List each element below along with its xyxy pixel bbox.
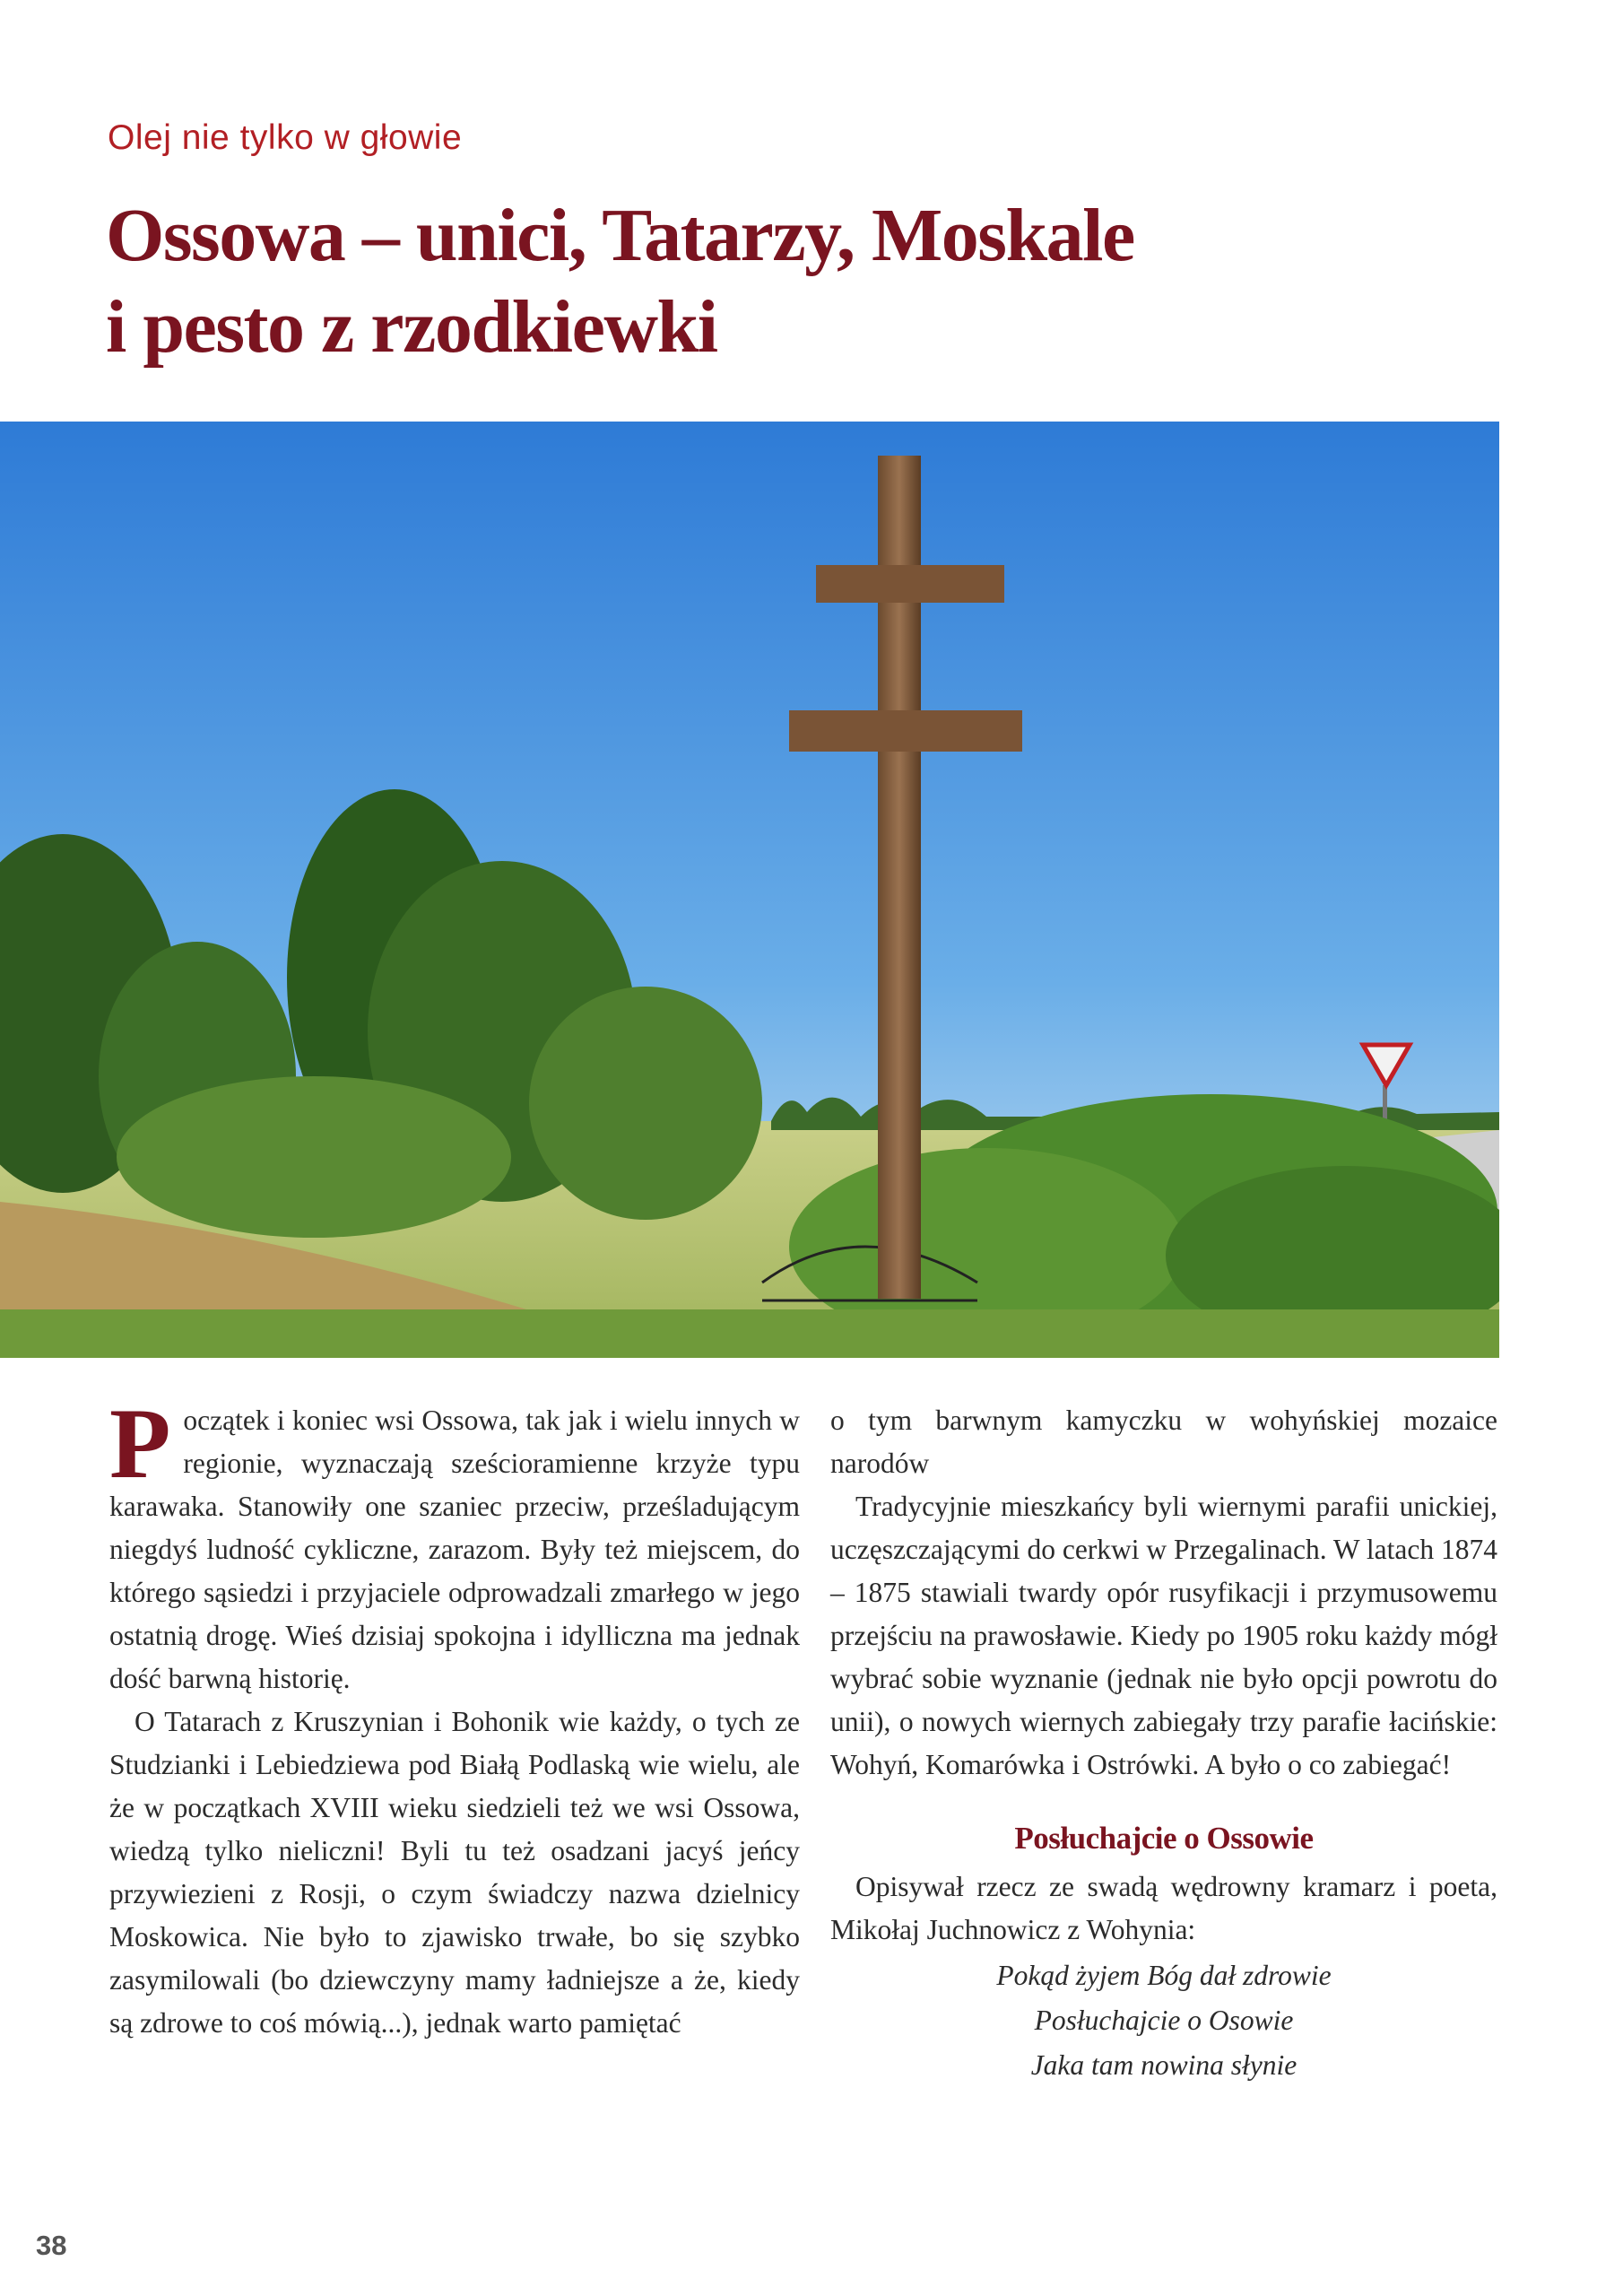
poem-line: Jaka tam nowina słynie bbox=[1030, 2049, 1298, 2081]
paragraph bbox=[109, 1388, 800, 1700]
paragraph-text: oczątek i koniec wsi Ossowa, tak jak i wielu innych w regionie, wyznaczają sześcioramienne krzyże typu karawaka. Stanowiły one szaniec przeciw, prześladującym niegdyś ludność cykliczne, zarazom. Były też miejscem, do którego sąsiedzi i przyjaciele odprowadzali zmarłego w jego ostatnią drogę. Wieś dzisiaj spokojna i idylliczna ma jednak dość barwną historię. bbox=[109, 1405, 800, 1694]
article-photo bbox=[0, 422, 1499, 1358]
section-subheading: Posłuchajcie o Ossowie bbox=[1014, 1821, 1314, 1856]
right-text-column bbox=[830, 1399, 1497, 2088]
page-number: 38 bbox=[36, 2230, 67, 2261]
poem-line: Pokąd żyjem Bóg dał zdrowie bbox=[996, 1960, 1332, 1991]
title-line-1: Ossowa – unici, Tatarzy, Moskale bbox=[106, 194, 1134, 277]
paragraph: Opisywał rzecz ze swadą wędrowny kramarz i poeta, Mikołaj Juchnowicz z Wohynia: bbox=[830, 1871, 1497, 1945]
paragraph: o tym barwnym kamyczku w wohyńskiej mozaice narodów bbox=[830, 1405, 1497, 1479]
paragraph: Tradycyjnie mieszkańcy byli wiernymi parafii unickiej, uczęszczającymi do cerkwi w Przegalinach. W latach 1874 – 1875 stawiali twardy opór rusyfikacji i przymusowemu przejściu na prawosławie. Kiedy po 1905 roku każdy mógł wybrać sobie wyznanie (jednak nie było opcji powrotu do unii), o nowych wiernych zabiegały trzy parafie łacińskie: Wohyń, Komarówka i Ostrówki. A było o co zabiegać! bbox=[830, 1491, 1498, 1780]
karawaka-cross-photo bbox=[0, 422, 1499, 1358]
title-line-2: i pesto z rzodkiewki bbox=[106, 285, 717, 369]
paragraph: O Tatarach z Kruszynian i Bohonik wie każdy, o tych ze Studzianki i Lebiedziewa pod Białą Podlaską wie wielu, ale że w początkach XVIII wieku siedzieli też we wsi Ossowa, wiedzą tylko nieliczni! Byli tu też osadzani jacyś jeńcy przywiezieni z Rosji, o czym świadczy nazwa dzielnicy Moskowica. Nie było to zjawisko trwałe, bo się szybko zasymilowali (bo dziewczyny mamy ładniejsze a że, kiedy są zdrowe to coś mówią...), jednak warto pamiętać bbox=[109, 1706, 800, 2039]
article-title bbox=[106, 190, 1451, 373]
left-text-column bbox=[109, 1388, 800, 2045]
section-kicker: Olej nie tylko w głowie bbox=[108, 118, 463, 157]
drop-cap: P bbox=[109, 1388, 171, 1500]
poem-excerpt bbox=[830, 1953, 1497, 2088]
poem-line: Posłuchajcie o Osowie bbox=[1034, 2005, 1294, 2036]
